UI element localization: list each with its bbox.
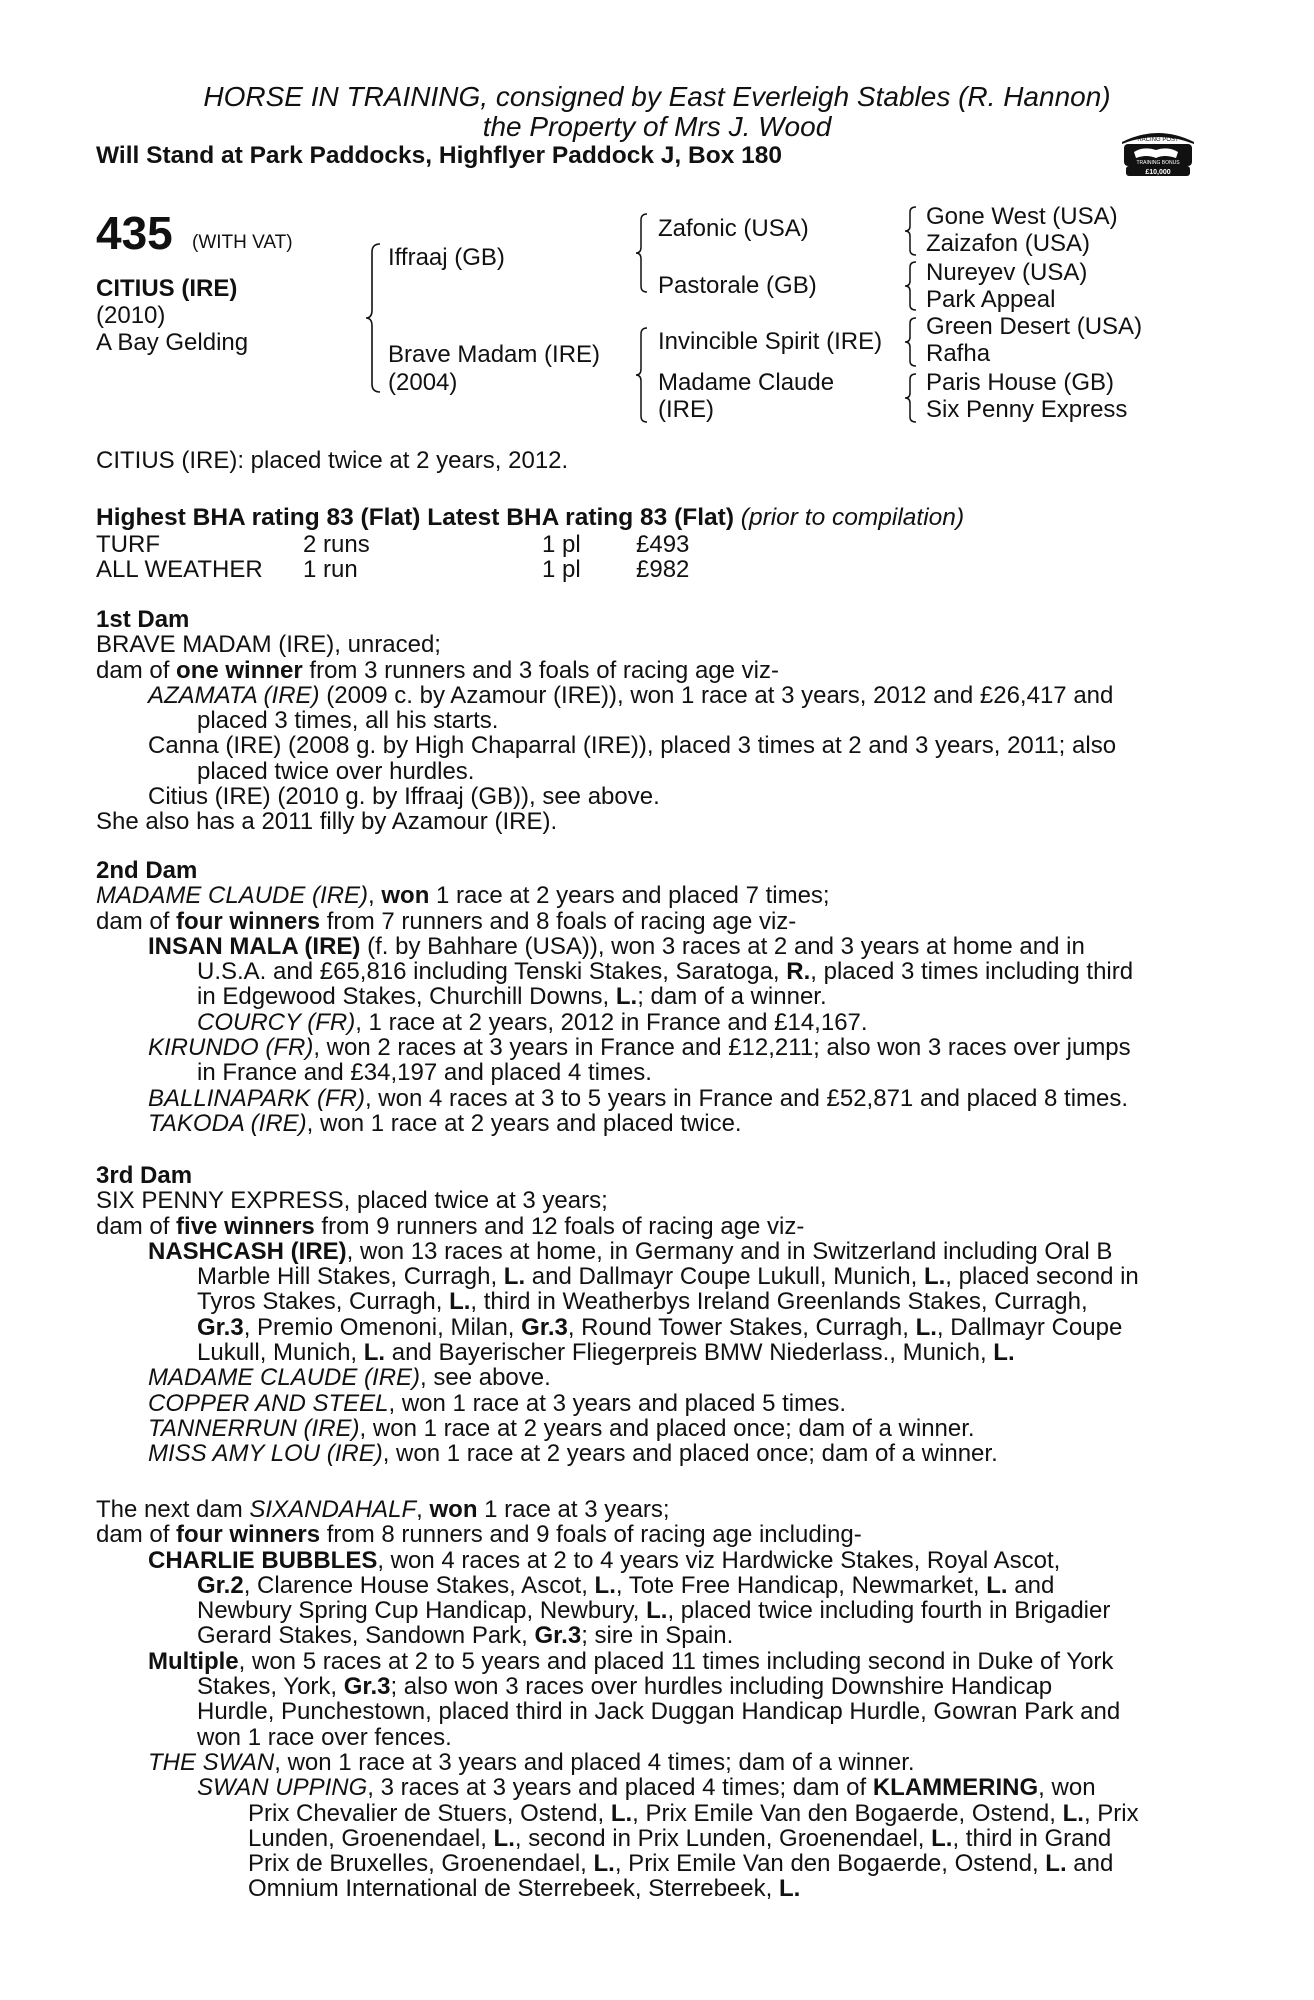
lot-number: 435 (96, 207, 173, 259)
dam-note: She also has a 2011 filly by Azamour (IRE). (96, 808, 558, 836)
third-dam-section (96, 1163, 1204, 1467)
produce-entry: TAKODA (IRE), won 1 race at 2 years and placed twice. (148, 1109, 742, 1137)
produce-entry: COPPER AND STEEL, won 1 race at 3 years and placed 5 times. (148, 1389, 847, 1417)
pedigree-g6: Rafha (926, 340, 991, 367)
produce-entry: Citius (IRE) (2010 g. by Iffraaj (GB)), see above. (148, 783, 660, 811)
section-heading: 2nd Dam (96, 857, 198, 884)
produce-entry-cont: in Edgewood Stakes, Churchill Downs, L.; dam of a winner. (197, 983, 827, 1011)
produce-entry-cont: won 1 race over fences. (197, 1723, 452, 1751)
pedigree-g4: Park Appeal (926, 286, 1056, 313)
consignor-line: HORSE IN TRAINING, consigned by East Everleigh Stables (R. Hannon) (203, 81, 1111, 112)
produce-entry-cont: Hurdle, Punchestown, placed third in Jack Duggan Handicap Hurdle, Gowran Park and (197, 1698, 1121, 1726)
vat-note: (WITH VAT) (192, 232, 293, 253)
pedigree-dam-sire: Invincible Spirit (IRE) (658, 328, 883, 355)
produce-entry: BALLINAPARK (FR), won 4 races at 3 to 5 years in France and £52,871 and placed 8 times. (148, 1084, 1129, 1112)
ratings-row-runs: 1 run (303, 556, 358, 583)
produce-entry-cont: Tyros Stakes, Curragh, L., third in Weatherbys Ireland Greenlands Stakes, Curragh, (197, 1288, 1088, 1316)
foaling-year: (2010) (96, 302, 166, 329)
first-dam-section (96, 607, 1204, 835)
produce-entry: CHARLIE BUBBLES, won 4 races at 2 to 4 years viz Hardwicke Stakes, Royal Ascot, (148, 1546, 1061, 1574)
dam-produce-line: dam of four winners from 7 runners and 8 foals of racing age viz- (96, 907, 797, 935)
produce-entry: AZAMATA (IRE) (2009 c. by Azamour (IRE)), won 1 race at 3 years, 2012 and £26,417 and (148, 681, 1114, 709)
pedigree-g7: Paris House (GB) (926, 369, 1115, 396)
ratings-row-runs: 2 runs (303, 531, 370, 558)
pedigree-brace-1 (364, 242, 384, 394)
pedigree-brace-3d (903, 372, 919, 424)
produce-entry-cont: placed twice over hurdles. (197, 757, 475, 785)
pedigree-dam-name: Brave Madam (IRE) (388, 341, 601, 368)
produce-entry: KIRUNDO (FR), won 2 races at 3 years in France and £12,211; also won 3 races over jumps (148, 1034, 1131, 1062)
produce-entry: Multiple, won 5 races at 2 to 5 years and placed 11 times including second in Duke of York (148, 1647, 1114, 1675)
race-summary: CITIUS (IRE): placed twice at 2 years, 2012. (96, 447, 569, 474)
latest-rating: Latest BHA rating 83 (Flat) (427, 504, 734, 531)
pedigree-g5: Green Desert (USA) (926, 313, 1143, 340)
training-bonus-logo (1116, 128, 1200, 176)
pedigree-g2: Zaizafon (USA) (926, 230, 1091, 257)
pedigree-sire-dam: Pastorale (GB) (658, 272, 817, 299)
dam-produce-line: dam of four winners from 8 runners and 9 foals of racing age including- (96, 1521, 862, 1549)
second-dam-section (96, 858, 1204, 1136)
ratings-line (96, 505, 964, 530)
produce-entry-cont: Gr.2, Clarence House Stakes, Ascot, L., Tote Free Handicap, Newmarket, L. and (197, 1571, 1055, 1599)
dam-line: The next dam SIXANDAHALF, won 1 race at 3 years; (96, 1496, 670, 1523)
ratings-row-surface: TURF (96, 531, 160, 558)
produce-entry-cont: Gr.3, Premio Omenoni, Milan, Gr.3, Round Tower Stakes, Curragh, L., Dallmayr Coupe (197, 1313, 1123, 1341)
dam-produce-line: dam of one winner from 3 runners and 3 foals of racing age viz- (96, 656, 779, 684)
grandproduce-entry: SWAN UPPING, 3 races at 3 years and placed 4 times; dam of KLAMMERING, won (197, 1774, 1096, 1802)
grandproduce-entry-cont: Prix de Bruxelles, Groenendael, L., Prix Emile Van den Bogaerde, Ostend, L. and (248, 1850, 1114, 1878)
grandproduce-entry-cont: Omnium International de Sterrebeek, Sterrebeek, L. (248, 1875, 801, 1903)
ratings-row-placed: 1 pl (542, 556, 581, 583)
produce-entry: INSAN MALA (IRE) (f. by Bahhare (USA)), won 3 races at 2 and 3 years at home and in (148, 932, 1085, 960)
pedigree-brace-3c (903, 316, 919, 368)
produce-entry: TANNERRUN (IRE), won 1 race at 2 years and placed once; dam of a winner. (148, 1414, 975, 1442)
owner-line: the Property of Mrs J. Wood (482, 111, 832, 142)
pedigree-dam-dam-name: Madame Claude (658, 369, 835, 396)
pedigree-brace-3a (903, 205, 919, 257)
pedigree-sire: Iffraaj (GB) (388, 244, 505, 271)
grandproduce-entry-cont: Prix Chevalier de Stuers, Ostend, L., Prix Emile Van den Bogaerde, Ostend, L., Prix (248, 1799, 1139, 1827)
ratings-row-placed: 1 pl (542, 531, 581, 558)
pedigree-brace-2b (634, 326, 650, 424)
section-heading: 1st Dam (96, 606, 190, 633)
pedigree-g8: Six Penny Express (926, 396, 1128, 423)
dam-produce-line: dam of five winners from 9 runners and 12 foals of racing age viz- (96, 1212, 805, 1240)
logo-bottom-text: £10,000 (1145, 169, 1171, 176)
pedigree-sire-sire: Zafonic (USA) (658, 215, 809, 242)
ratings-row-prize: £493 (636, 531, 690, 558)
location-line: Will Stand at Park Paddocks, Highflyer Paddock J, Box 180 (96, 142, 782, 169)
produce-entry: NASHCASH (IRE), won 13 races at home, in Germany and in Switzerland including Oral B (148, 1237, 1113, 1265)
ratings-row-surface: ALL WEATHER (96, 556, 263, 583)
produce-entry-cont: Stakes, York, Gr.3; also won 3 races over hurdles including Downshire Handicap (197, 1673, 1053, 1701)
produce-entry-cont: in France and £34,197 and placed 4 times. (197, 1059, 652, 1087)
pedigree-brace-2a (634, 212, 650, 294)
logo-top-text: RACING POST (1137, 137, 1179, 143)
pedigree-dam-year: (2004) (388, 369, 458, 396)
produce-entry-cont: placed 3 times, all his starts. (197, 707, 499, 735)
grandproduce-entry-cont: Lunden, Groenendael, L., second in Prix Lunden, Groenendael, L., third in Grand (248, 1824, 1112, 1852)
section-heading: 3rd Dam (96, 1162, 193, 1189)
produce-entry: THE SWAN, won 1 race at 3 years and placed 4 times; dam of a winner. (148, 1748, 915, 1776)
produce-entry: MADAME CLAUDE (IRE), see above. (148, 1364, 551, 1392)
dam-line: SIX PENNY EXPRESS, placed twice at 3 years; (96, 1187, 608, 1215)
pedigree-dam-dam-country: (IRE) (658, 396, 714, 423)
logo-mid-text: TRAINING BONUS (1136, 160, 1180, 166)
produce-entry-cont: Lukull, Munich, L. and Bayerischer Fliegerpreis BMW Niederlass., Munich, L. (197, 1339, 1015, 1367)
produce-entry: Canna (IRE) (2008 g. by High Chaparral (IRE)), placed 3 times at 2 and 3 years, 2011; also (148, 732, 1117, 760)
produce-entry: MISS AMY LOU (IRE), won 1 race at 2 years and placed once; dam of a winner. (148, 1440, 998, 1468)
horse-description: A Bay Gelding (96, 329, 249, 356)
pedigree-g1: Gone West (USA) (926, 203, 1118, 230)
produce-entry-cont: Gerard Stakes, Sandown Park, Gr.3; sire in Spain. (197, 1622, 734, 1650)
ratings-row-prize: £982 (636, 556, 690, 583)
horse-name: CITIUS (IRE) (96, 275, 238, 302)
produce-entry-cont: Newbury Spring Cup Handicap, Newbury, L., placed twice including fourth in Brigadier (197, 1597, 1111, 1625)
next-dam-section (96, 1497, 1204, 1902)
ratings-note: (prior to compilation) (740, 504, 965, 531)
dam-line: MADAME CLAUDE (IRE), won 1 race at 2 years and placed 7 times; (96, 882, 830, 910)
produce-entry-cont: Marble Hill Stakes, Curragh, L. and Dallmayr Coupe Lukull, Munich, L., placed second in (197, 1263, 1139, 1291)
pedigree-g3: Nureyev (USA) (926, 259, 1088, 286)
produce-entry-cont: U.S.A. and £65,816 including Tenski Stakes, Saratoga, R., placed 3 times including third (197, 958, 1134, 986)
grandproduce-entry: COURCY (FR), 1 race at 2 years, 2012 in France and £14,167. (197, 1008, 868, 1036)
dam-line: BRAVE MADAM (IRE), unraced; (96, 631, 441, 659)
pedigree-brace-3b (903, 260, 919, 312)
highest-rating: Highest BHA rating 83 (Flat) (96, 504, 421, 531)
